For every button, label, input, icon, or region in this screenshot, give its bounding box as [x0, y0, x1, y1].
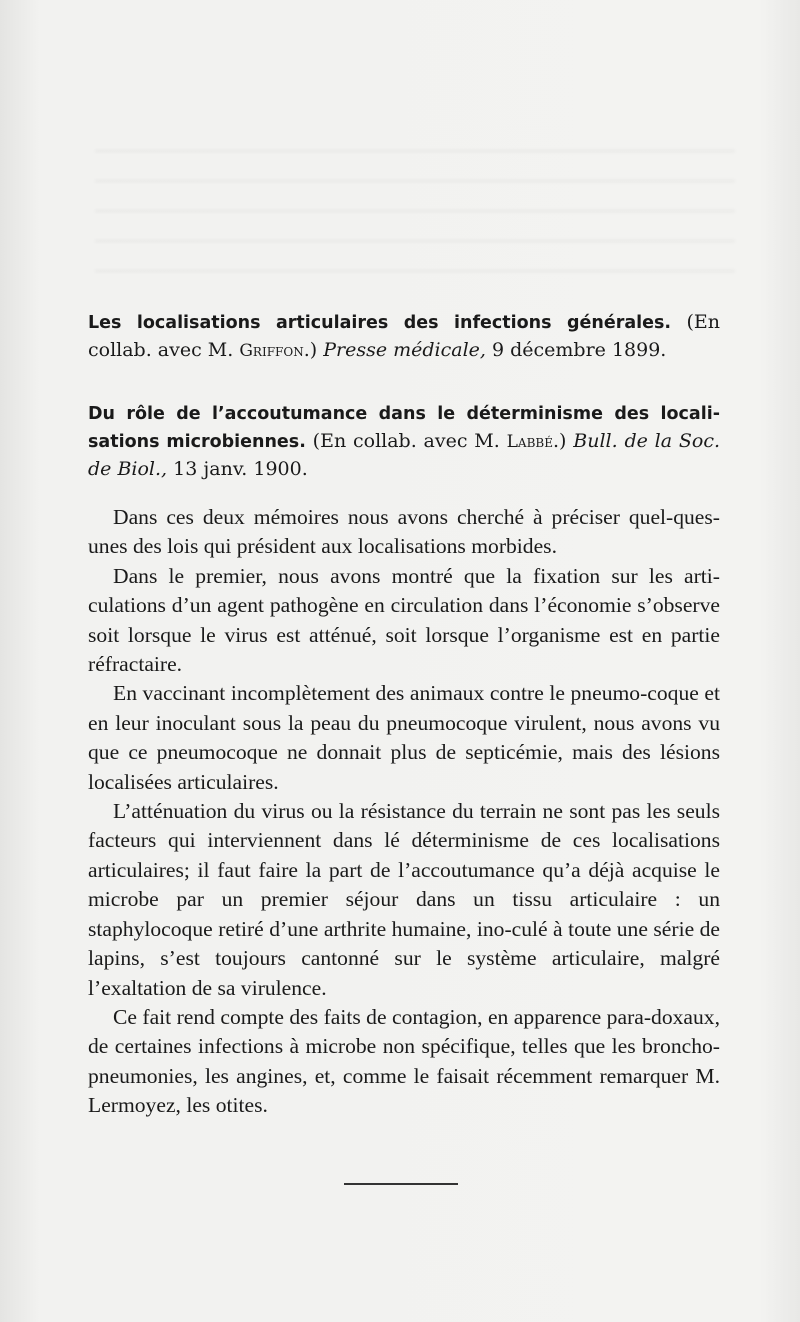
entry-title: Les localisations articulaires des infections générales.: [88, 313, 672, 333]
entry-collab-name: Labbé: [506, 432, 553, 452]
paragraph: L’atténuation du virus ou la résistance du terrain ne sont pas les seuls facteurs qui interviennent dans lé déterminisme de ces localisations articulaires; il faut faire la part de l’accoutumance qu’a déjà acquise le microbe par un premier séjour dans un tissu articulaire : un staphylocoque retiré d’une arthrite humaine, ino-culé à toute une série de lapins, s’est toujours cantonné sur le système articulaire, malgré l’exaltation de sa virulence.: [88, 799, 720, 1000]
section-end-rule: [344, 1183, 458, 1185]
entry-collab-suffix: .): [552, 430, 567, 452]
entry-journal: Presse médicale,: [323, 339, 486, 361]
entry-date: 9 décembre 1899.: [491, 339, 667, 361]
bibliography-entry-1: [88, 309, 720, 365]
entry-collab-prefix: (En collab. avec M.: [312, 430, 500, 452]
entry-journal: Bull. de la Soc. de Biol.,: [88, 430, 720, 480]
entry-collab-name: Griffon: [239, 341, 304, 361]
bleed-through-texture: [95, 150, 735, 300]
entry-collab-suffix: .): [303, 339, 318, 361]
entry-title: Du rôle de l’accoutumance dans le déterminisme des locali-sations microbiennes.: [88, 404, 720, 452]
paragraph: Dans ces deux mémoires nous avons cherché à préciser quel-ques-unes des lois qui président aux localisations morbides.: [88, 505, 720, 559]
bibliography-entry-2: [88, 400, 720, 483]
body-text: [88, 503, 720, 1121]
paragraph: Dans le premier, nous avons montré que la fixation sur les arti-culations d’un agent pathogène en circulation dans l’économie s’observe soit lorsque le virus est atténué, soit lorsque l’organisme est en partie réfractaire.: [88, 563, 720, 677]
entry-date: 13 janv. 1900.: [173, 458, 308, 480]
paragraph: Ce fait rend compte des faits de contagion, en apparence para-doxaux, de certaines infections à microbe non spécifique, telles que les broncho-pneumonies, les angines, et, comme le faisait récemment remarquer M. Lermoyez, les otites.: [88, 1004, 720, 1118]
entry-collab-prefix: (En collab. avec M.: [88, 311, 720, 361]
paragraph: En vaccinant incomplètement des animaux contre le pneumo-coque et en leur inoculant sous la peau du pneumocoque virulent, nous avons vu que ce pneumocoque ne donnait plus de septicémie, mais des lésions localisées articulaires.: [88, 681, 720, 794]
